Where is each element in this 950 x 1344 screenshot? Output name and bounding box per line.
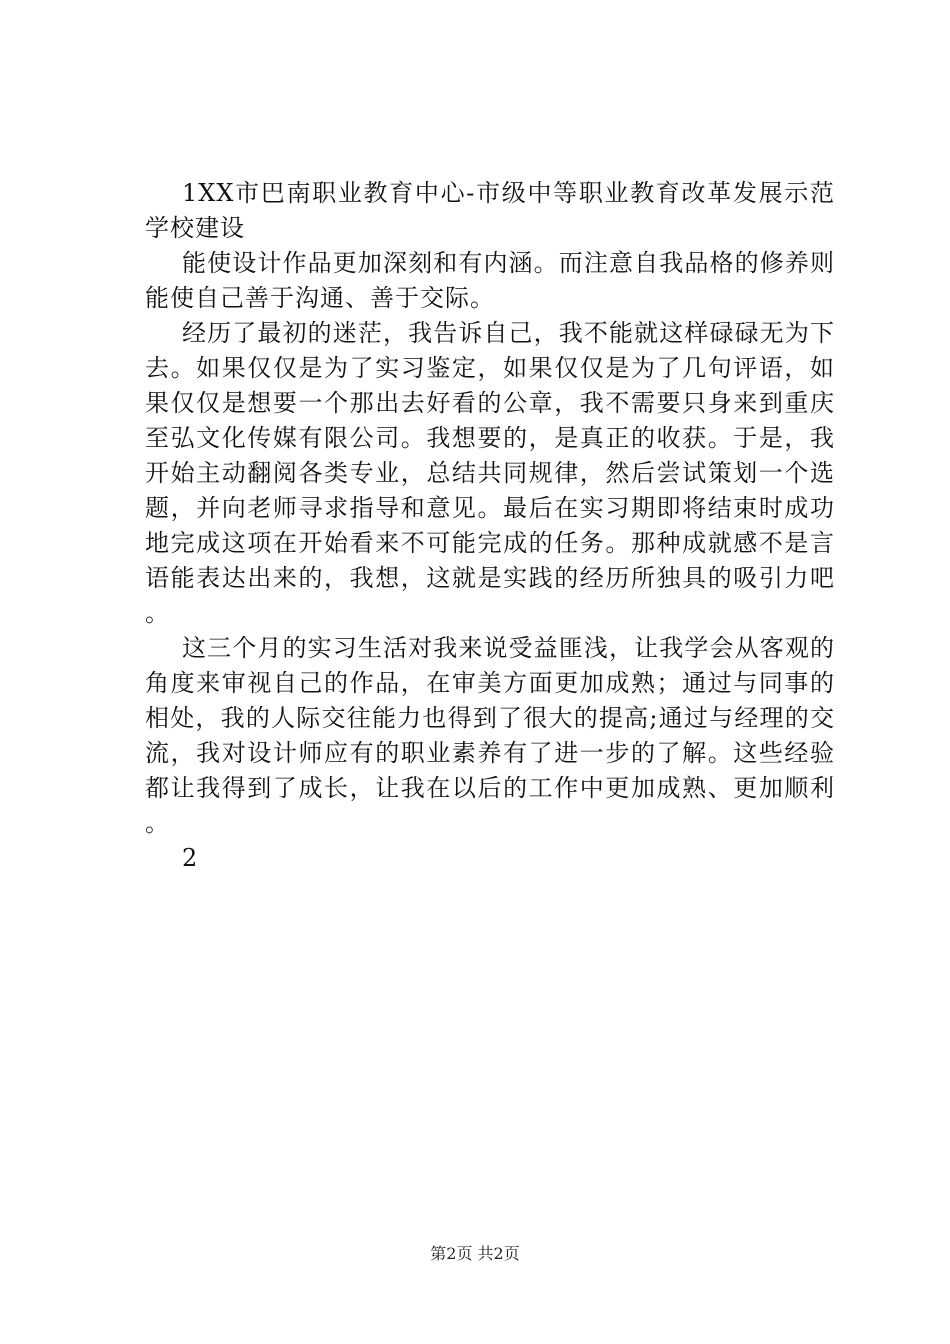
body-paragraph-2: 经历了最初的迷茫，我告诉自己，我不能就这样碌碌无为下去。如果仅仅是为了实习鉴定，如果仅仅是为了几句评语，如果仅仅是想要一个那出去好看的公章，我不需要只身来到重庆至弘文化传媒有限公司。我想要的，是真正的收获。于是，我开始主动翻阅各类专业，总结共同规律，然后尝试策划一个选题，并向老师寻求指导和意见。最后在实习期即将结束时成功地完成这项在开始看来不可能完成的任务。那种成就感不是言语能表达出来的，我想，这就是实践的经历所独具的吸引力吧。 [145, 319, 835, 627]
body-paragraph-3: 这三个月的实习生活对我来说受益匪浅，让我学会从客观的角度来审视自己的作品，在审美方面更加成熟；通过与同事的相处，我的人际交往能力也得到了很大的提高;通过与经理的交流，我对设计师应有的职业素养有了进一步的了解。这些经验都让我得到了成长，让我在以后的工作中更加成熟、更加顺利。 [145, 634, 835, 837]
document-body [145, 176, 835, 876]
body-paragraph-1: 能使设计作品更加深刻和有内涵。而注意自我品格的修养则能使自己善于沟通、善于交际。 [145, 249, 835, 312]
heading-paragraph: 1XX市巴南职业教育中心-市级中等职业教育改革发展示范学校建设 [145, 179, 835, 242]
page-footer: 第2页 共2页 [430, 1244, 520, 1263]
section-number: 2 [182, 844, 199, 872]
